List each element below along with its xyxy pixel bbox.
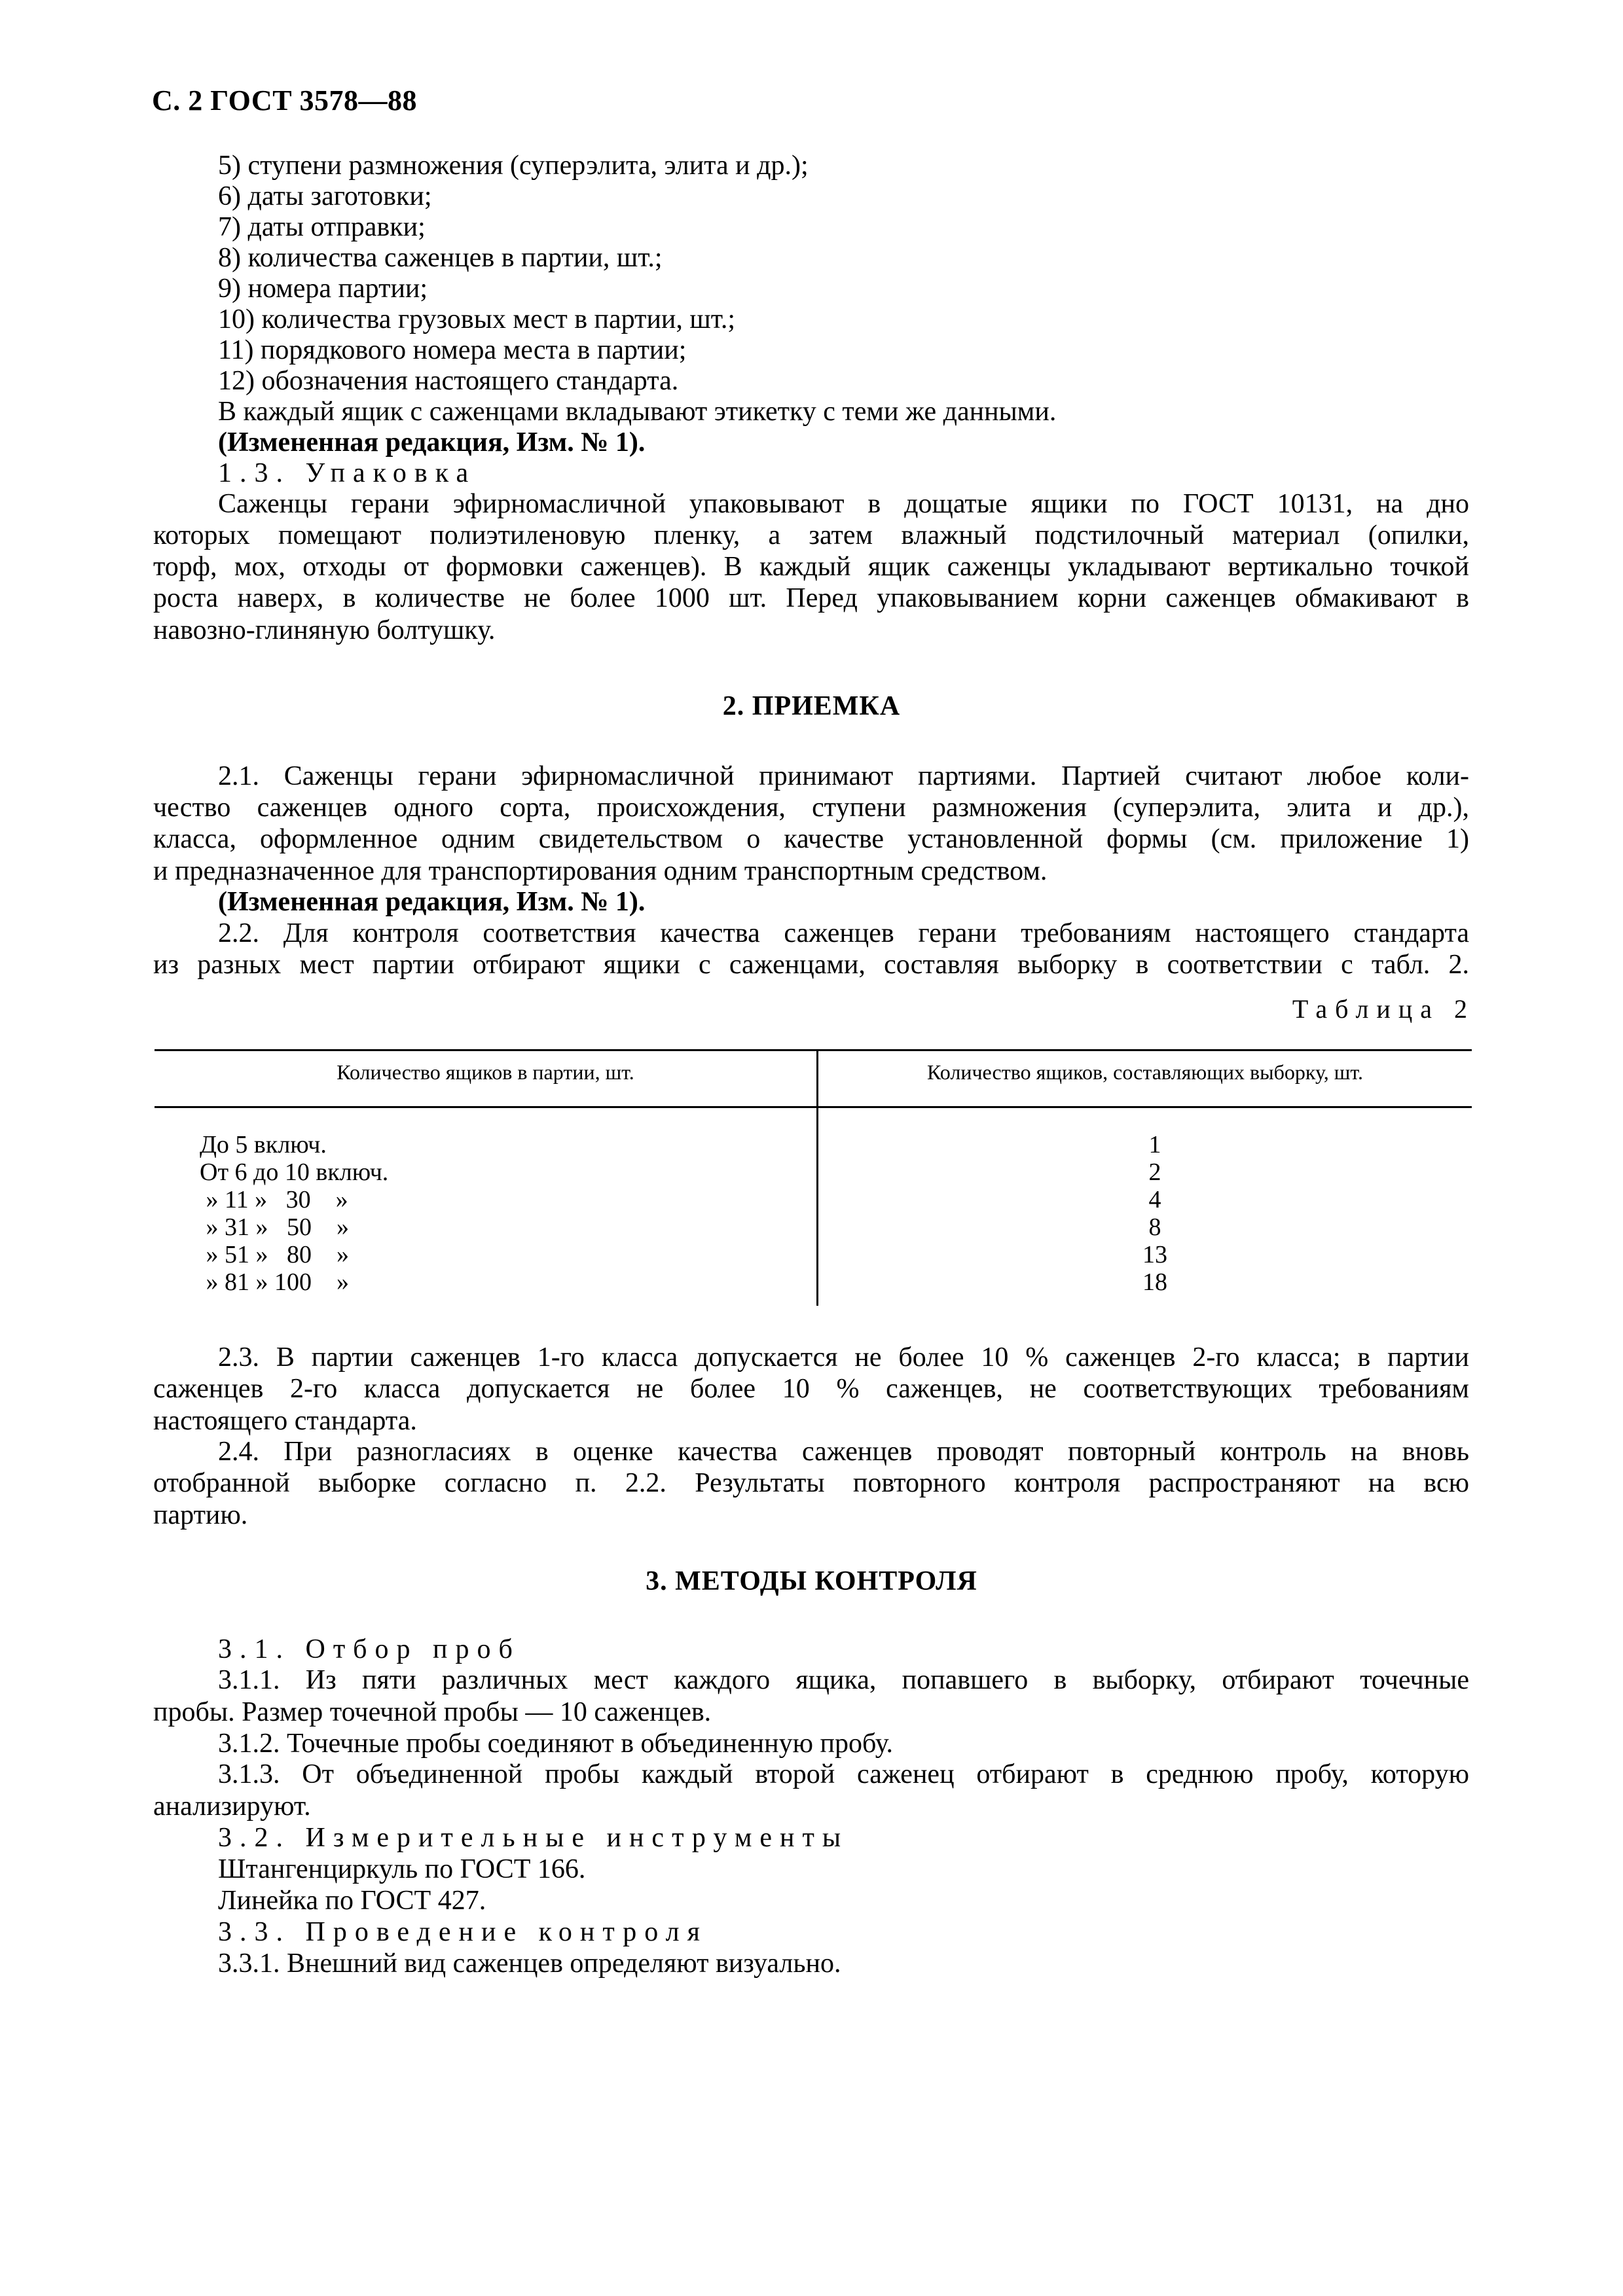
- section-3-2-title: 3.2. Измерительные инструменты: [218, 1823, 849, 1853]
- s13-line: Саженцы герани эфирномасличной упаковывают в дощатые ящики по ГОСТ 10131, на дно: [218, 489, 1469, 519]
- table-cell-value: 8: [1148, 1213, 1161, 1241]
- instrument-item: Линейка по ГОСТ 427.: [218, 1886, 486, 1916]
- s23-line: 2.3. В партии саженцев 1-го класса допускается не более 10 % саженцев 2-го класса; в партии: [218, 1342, 1469, 1372]
- s311-line: 3.1.1. Из пяти различных мест каждого ящика, попавшего в выборку, отбирают точечные: [218, 1665, 1469, 1695]
- s23-line: саженцев 2-го класса допускается не более 10 % саженцев, не соответствующих требованиям: [153, 1374, 1469, 1404]
- s13-line: навозно-глиняную болтушку.: [153, 615, 496, 645]
- s331-line: 3.3.1. Внешний вид саженцев определяют визуально.: [218, 1948, 841, 1979]
- s311-line: пробы. Размер точечной пробы — 10 саженцев.: [153, 1697, 712, 1727]
- table-cell-value: 2: [1148, 1158, 1161, 1186]
- list-item: 9) номера партии;: [218, 274, 428, 304]
- table-top-rule: [155, 1049, 1472, 1051]
- s313-line: анализируют.: [153, 1791, 311, 1821]
- s21-line: 2.1. Саженцы герани эфирномасличной принимают партиями. Партией считают любое коли-: [218, 761, 1469, 791]
- table-cell-range: » 51 » 80 »: [200, 1241, 349, 1268]
- s22-line: 2.2. Для контроля соответствия качества саженцев герани требованиям настоящего стандарта: [218, 918, 1469, 948]
- label-note: В каждый ящик с саженцами вкладывают этикетку с теми же данными.: [218, 397, 1057, 427]
- table-cell-value: 4: [1148, 1186, 1161, 1213]
- s21-line: класса, оформленное одним свидетельством о качестве установленной формы (см. приложение 1): [153, 824, 1469, 854]
- table-cell-range: » 11 » 30 »: [200, 1186, 348, 1213]
- table-header-col1: Количество ящиков в партии, шт.: [337, 1060, 634, 1084]
- table-cell-value: 13: [1142, 1241, 1167, 1268]
- table-caption: Таблица 2: [1292, 994, 1475, 1024]
- section-1-3-title: 1.3. Упаковка: [218, 458, 477, 488]
- amendment-note: (Измененная редакция, Изм. № 1).: [218, 887, 646, 917]
- amendment-note: (Измененная редакция, Изм. № 1).: [218, 427, 646, 457]
- section-3-3-title: 3.3. Проведение контроля: [218, 1917, 708, 1947]
- s21-line: чество саженцев одного сорта, происхождения, ступени размножения (суперэлита, элита и др.),: [153, 793, 1469, 823]
- table-column-divider: [816, 1049, 818, 1306]
- table-header-col2: Количество ящиков, составляющих выборку, шт.: [927, 1060, 1363, 1084]
- table-cell-range: От 6 до 10 включ.: [200, 1158, 389, 1186]
- list-item: 6) даты заготовки;: [218, 181, 432, 211]
- page-header: С. 2 ГОСТ 3578—88: [152, 84, 418, 117]
- instrument-item: Штангенциркуль по ГОСТ 166.: [218, 1854, 586, 1884]
- s24-line: 2.4. При разногласиях в оценке качества саженцев проводят повторный контроль на вновь: [218, 1437, 1469, 1467]
- s22-line: из разных мест партии отбирают ящики с саженцами, составляя выборку в соответствии с табл. 2.: [153, 950, 1469, 980]
- list-item: 5) ступени размножения (суперэлита, элита и др.);: [218, 151, 809, 181]
- table-cell-value: 1: [1148, 1131, 1161, 1158]
- list-item: 11) порядкового номера места в партии;: [218, 335, 687, 365]
- section-2-heading: 2. ПРИЕМКА: [722, 691, 901, 721]
- table-cell-range: » 81 » 100 »: [200, 1268, 349, 1296]
- list-item: 10) количества грузовых мест в партии, шт.;: [218, 304, 736, 334]
- table-cell-range: » 31 » 50 »: [200, 1213, 349, 1241]
- s13-line: которых помещают полиэтиленовую пленку, а затем влажный подстилочный материал (опилки,: [153, 520, 1469, 550]
- s313-line: 3.1.3. От объединенной пробы каждый второй саженец отбирают в среднюю пробу, которую: [218, 1759, 1469, 1789]
- s23-line: настоящего стандарта.: [153, 1406, 417, 1436]
- s13-line: торф, мох, отходы от формовки саженцев). В каждый ящик саженцы укладывают вертикально точкой: [153, 552, 1469, 582]
- table-header-rule: [155, 1106, 1472, 1108]
- s13-line: роста наверх, в количестве не более 1000 шт. Перед упаковыванием корни саженцев обмакивают в: [153, 583, 1469, 613]
- section-3-1-title: 3.1. Отбор проб: [218, 1634, 520, 1664]
- s24-line: отобранной выборке согласно п. 2.2. Результаты повторного контроля распространяют на всю: [153, 1468, 1469, 1498]
- s21-line: и предназначенное для транспортирования одним транспортным средством.: [153, 856, 1048, 886]
- list-item: 8) количества саженцев в партии, шт.;: [218, 243, 663, 273]
- section-3-heading: 3. МЕТОДЫ КОНТРОЛЯ: [646, 1566, 977, 1596]
- table-cell-value: 18: [1142, 1268, 1167, 1296]
- table-cell-range: До 5 включ.: [200, 1131, 327, 1158]
- s24-line: партию.: [153, 1500, 248, 1530]
- list-item: 12) обозначения настоящего стандарта.: [218, 366, 679, 396]
- s312-line: 3.1.2. Точечные пробы соединяют в объединенную пробу.: [218, 1729, 894, 1759]
- list-item: 7) даты отправки;: [218, 212, 426, 242]
